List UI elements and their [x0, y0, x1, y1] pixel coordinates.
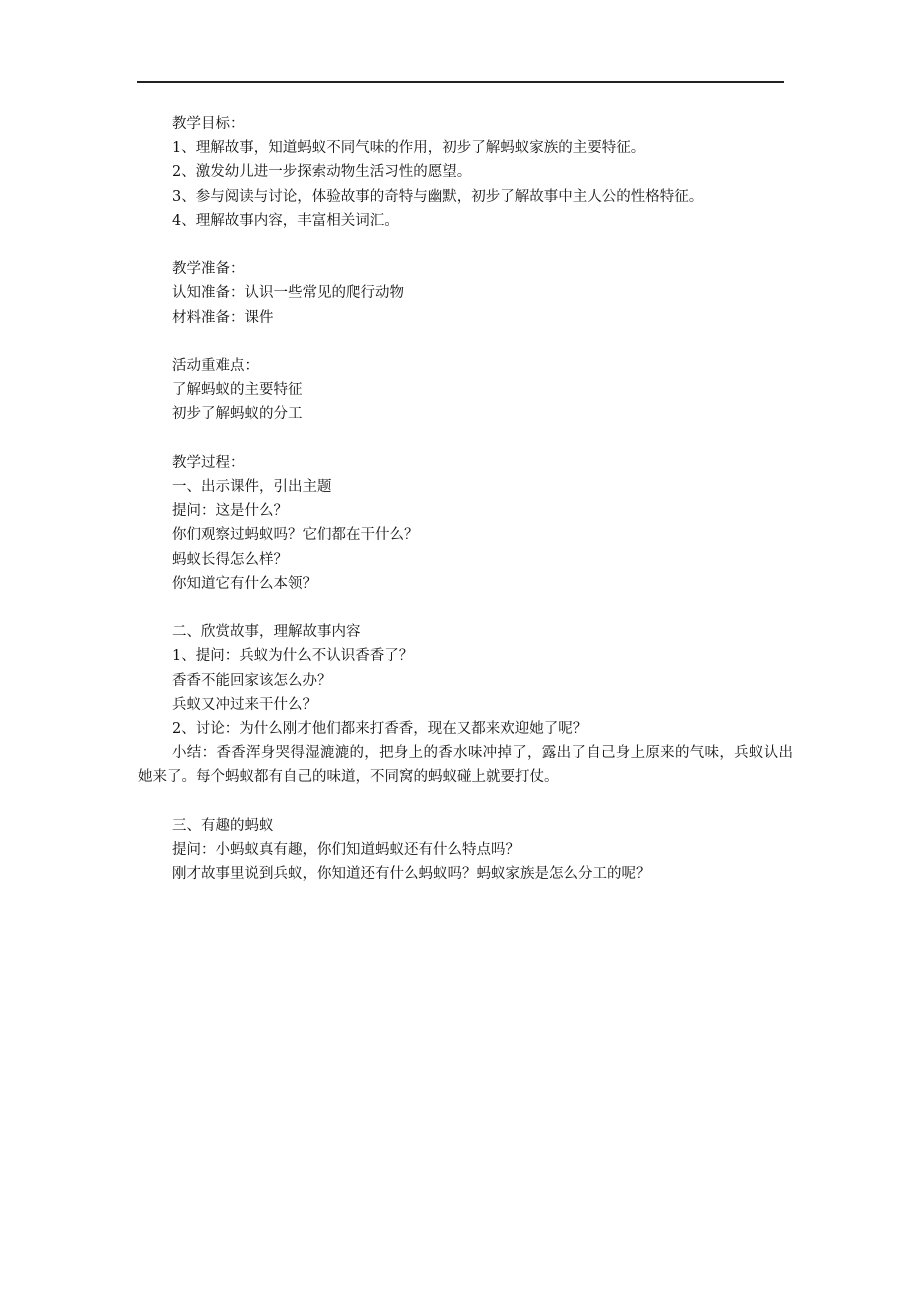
spacer	[138, 330, 793, 354]
spacer	[138, 427, 793, 451]
process-section	[138, 451, 793, 887]
process-line: 提问：小蚂蚁真有趣，你们知道蚂蚁还有什么特点吗？	[172, 842, 520, 859]
process-summary: 小结：香香浑身哭得湿漉漉的，把身上的香水味冲掉了，露出了自己身上原来的气味，兵蚁认出她来了。每个蚂蚁都有自己的味道，不同窝的蚂蚁碰上就要打仗。	[138, 745, 793, 786]
key-points-heading: 活动重难点：	[172, 358, 259, 374]
objective-item: 4、理解故事内容，丰富相关词汇。	[172, 212, 399, 229]
preparation-item: 材料准备：课件	[172, 309, 274, 326]
key-points-section	[138, 354, 793, 427]
process-part2-title: 二、欣赏故事，理解故事内容	[172, 624, 361, 641]
objectives-heading: 教学目标：	[172, 116, 245, 132]
process-line: 提问：这是什么？	[172, 503, 288, 520]
preparation-section	[138, 257, 793, 330]
spacer	[138, 790, 793, 814]
process-line: 蚂蚁长得怎么样？	[172, 551, 288, 568]
header-rule	[137, 81, 784, 83]
process-part1-title: 一、出示课件，引出主题	[172, 479, 332, 495]
objective-item: 3、参与阅读与讨论，体验故事的奇特与幽默，初步了解故事中主人公的性格特征。	[172, 188, 704, 205]
key-point-item: 初步了解蚂蚁的分工	[172, 406, 303, 423]
spacer	[138, 596, 793, 620]
process-line: 你们观察过蚂蚁吗？它们都在干什么？	[172, 527, 419, 544]
process-line: 2、讨论：为什么刚才他们都来打香香，现在又都来欢迎她了呢？	[172, 721, 588, 738]
process-heading: 教学过程：	[172, 454, 245, 471]
process-line: 1、提问：兵蚁为什么不认识香香了？	[172, 648, 414, 665]
spacer	[138, 233, 793, 257]
process-part3-title: 三、有趣的蚂蚁	[172, 817, 274, 834]
objective-item: 1、理解故事，知道蚂蚁不同气味的作用，初步了解蚂蚁家族的主要特征。	[172, 140, 646, 157]
objective-item: 2、激发幼儿进一步探索动物生活习性的愿望。	[172, 164, 472, 181]
objectives-section	[138, 112, 793, 233]
process-line: 刚才故事里说到兵蚁，你知道还有什么蚂蚁吗？蚂蚁家族是怎么分工的呢？	[172, 866, 651, 883]
process-line: 兵蚁又冲过来干什么？	[172, 696, 317, 713]
key-point-item: 了解蚂蚁的主要特征	[172, 382, 303, 399]
document-body	[138, 112, 793, 886]
preparation-item: 认知准备：认识一些常见的爬行动物	[172, 285, 404, 302]
process-line: 你知道它有什么本领？	[172, 575, 317, 592]
preparation-heading: 教学准备：	[172, 261, 245, 278]
process-line: 香香不能回家该怎么办？	[172, 672, 332, 689]
